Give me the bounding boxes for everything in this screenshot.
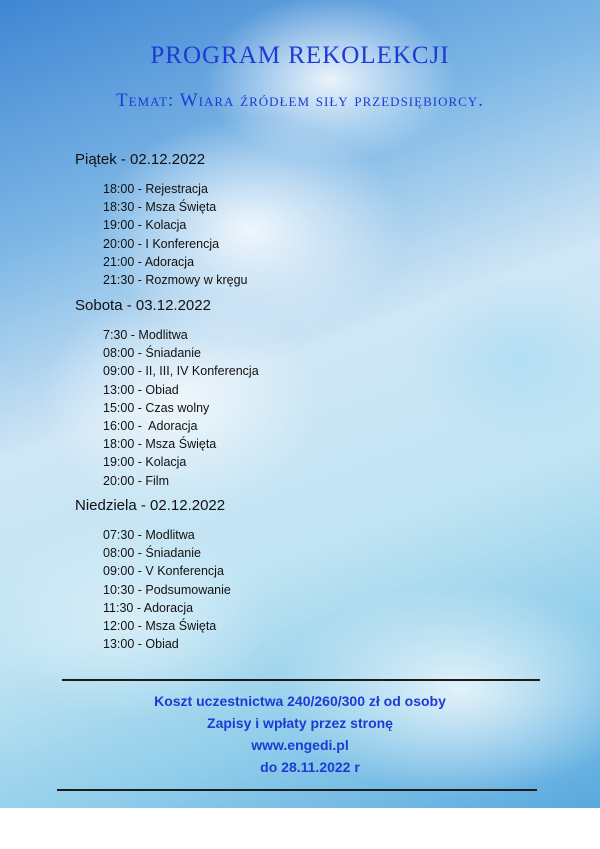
schedule-item: 16:00 - Adoracja xyxy=(103,418,198,433)
schedule-item: 21:00 - Adoracja xyxy=(103,254,195,269)
schedule-item: 21:30 - Rozmowy w kręgu xyxy=(103,272,248,287)
page-title: PROGRAM REKOLEKCJI xyxy=(150,42,450,69)
theme-subtitle: Temat: Wiara źródłem siły przedsiębiorcy. xyxy=(116,90,484,111)
schedule-item: 19:00 - Kolacja xyxy=(103,455,187,470)
schedule-item: 20:00 - Film xyxy=(103,473,169,488)
schedule-item: 07:30 - Modlitwa xyxy=(103,528,195,542)
day-heading-saturday: Sobota - 03.12.2022 xyxy=(75,297,211,314)
top-divider xyxy=(62,679,540,681)
schedule-item: 7:30 - Modlitwa xyxy=(103,328,188,342)
day-heading-sunday: Niedziela - 02.12.2022 xyxy=(75,497,226,514)
schedule-list-saturday xyxy=(103,326,259,490)
footer-info xyxy=(0,690,600,778)
schedule-item: 20:00 - I Konferencja xyxy=(103,236,220,251)
schedule-item: 09:00 - II, III, IV Konferencja xyxy=(103,364,259,379)
schedule-item: 18:00 - Msza Święta xyxy=(103,437,217,452)
schedule-list-friday xyxy=(103,180,248,289)
schedule-item: 08:00 - Śniadanie xyxy=(103,346,201,361)
schedule-item: 18:30 - Msza Święta xyxy=(103,200,217,215)
schedule-item: 19:00 - Kolacja xyxy=(103,218,187,233)
cost-text: Koszt uczestnictwa 240/260/300 zł od osoby xyxy=(154,693,446,709)
schedule-item: 09:00 - V Konferencja xyxy=(103,564,224,579)
website-text: www.engedi.pl xyxy=(251,737,349,753)
schedule-item: 12:00 - Msza Święta xyxy=(103,618,217,633)
schedule-item: 08:00 - Śniadanie xyxy=(103,546,201,561)
schedule-item: 11:30 - Adoracja xyxy=(103,600,194,615)
bottom-divider xyxy=(57,789,537,791)
schedule-item: 18:00 - Rejestracja xyxy=(103,182,208,196)
schedule-item: 13:00 - Obiad xyxy=(103,382,179,397)
signup-text: Zapisy i wpłaty przez stronę xyxy=(207,715,393,731)
day-heading-friday: Piątek - 02.12.2022 xyxy=(75,151,206,168)
schedule-list-sunday xyxy=(103,526,231,653)
schedule-item: 13:00 - Obiad xyxy=(103,637,179,652)
schedule-item: 15:00 - Czas wolny xyxy=(103,400,210,415)
schedule-item: 10:30 - Podsumowanie xyxy=(103,582,231,597)
deadline-text: do 28.11.2022 r xyxy=(260,759,360,775)
